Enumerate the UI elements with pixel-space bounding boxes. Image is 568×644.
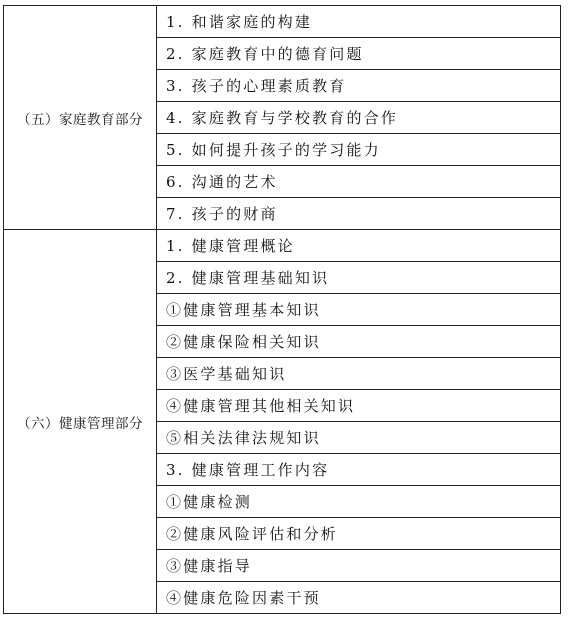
- topic-cell: 3. 健康管理工作内容: [157, 454, 561, 486]
- topic-cell: ③健康指导: [157, 550, 561, 582]
- section-label-family-education: （五）家庭教育部分: [4, 6, 157, 230]
- topic-cell: 7. 孩子的财商: [157, 198, 561, 230]
- topic-cell: ⑤相关法律法规知识: [157, 422, 561, 454]
- table-row: [4, 6, 561, 38]
- topic-cell: ②健康保险相关知识: [157, 326, 561, 358]
- topic-cell: 2. 健康管理基础知识: [157, 262, 561, 294]
- topic-cell: ④健康危险因素干预: [157, 582, 561, 614]
- topic-cell: 2. 家庭教育中的德育问题: [157, 38, 561, 70]
- table-row: [4, 230, 561, 262]
- topic-cell: ①健康管理基本知识: [157, 294, 561, 326]
- topic-cell: 3. 孩子的心理素质教育: [157, 70, 561, 102]
- topic-cell: ④健康管理其他相关知识: [157, 390, 561, 422]
- topic-cell: ①健康检测: [157, 486, 561, 518]
- curriculum-table: [3, 5, 561, 614]
- section-label-health-management: （六）健康管理部分: [4, 230, 157, 614]
- topic-cell: 5. 如何提升孩子的学习能力: [157, 134, 561, 166]
- topic-cell: ③医学基础知识: [157, 358, 561, 390]
- topic-cell: ②健康风险评估和分析: [157, 518, 561, 550]
- topic-cell: 1. 和谐家庭的构建: [157, 6, 561, 38]
- topic-cell: 4. 家庭教育与学校教育的合作: [157, 102, 561, 134]
- topic-cell: 1. 健康管理概论: [157, 230, 561, 262]
- topic-cell: 6. 沟通的艺术: [157, 166, 561, 198]
